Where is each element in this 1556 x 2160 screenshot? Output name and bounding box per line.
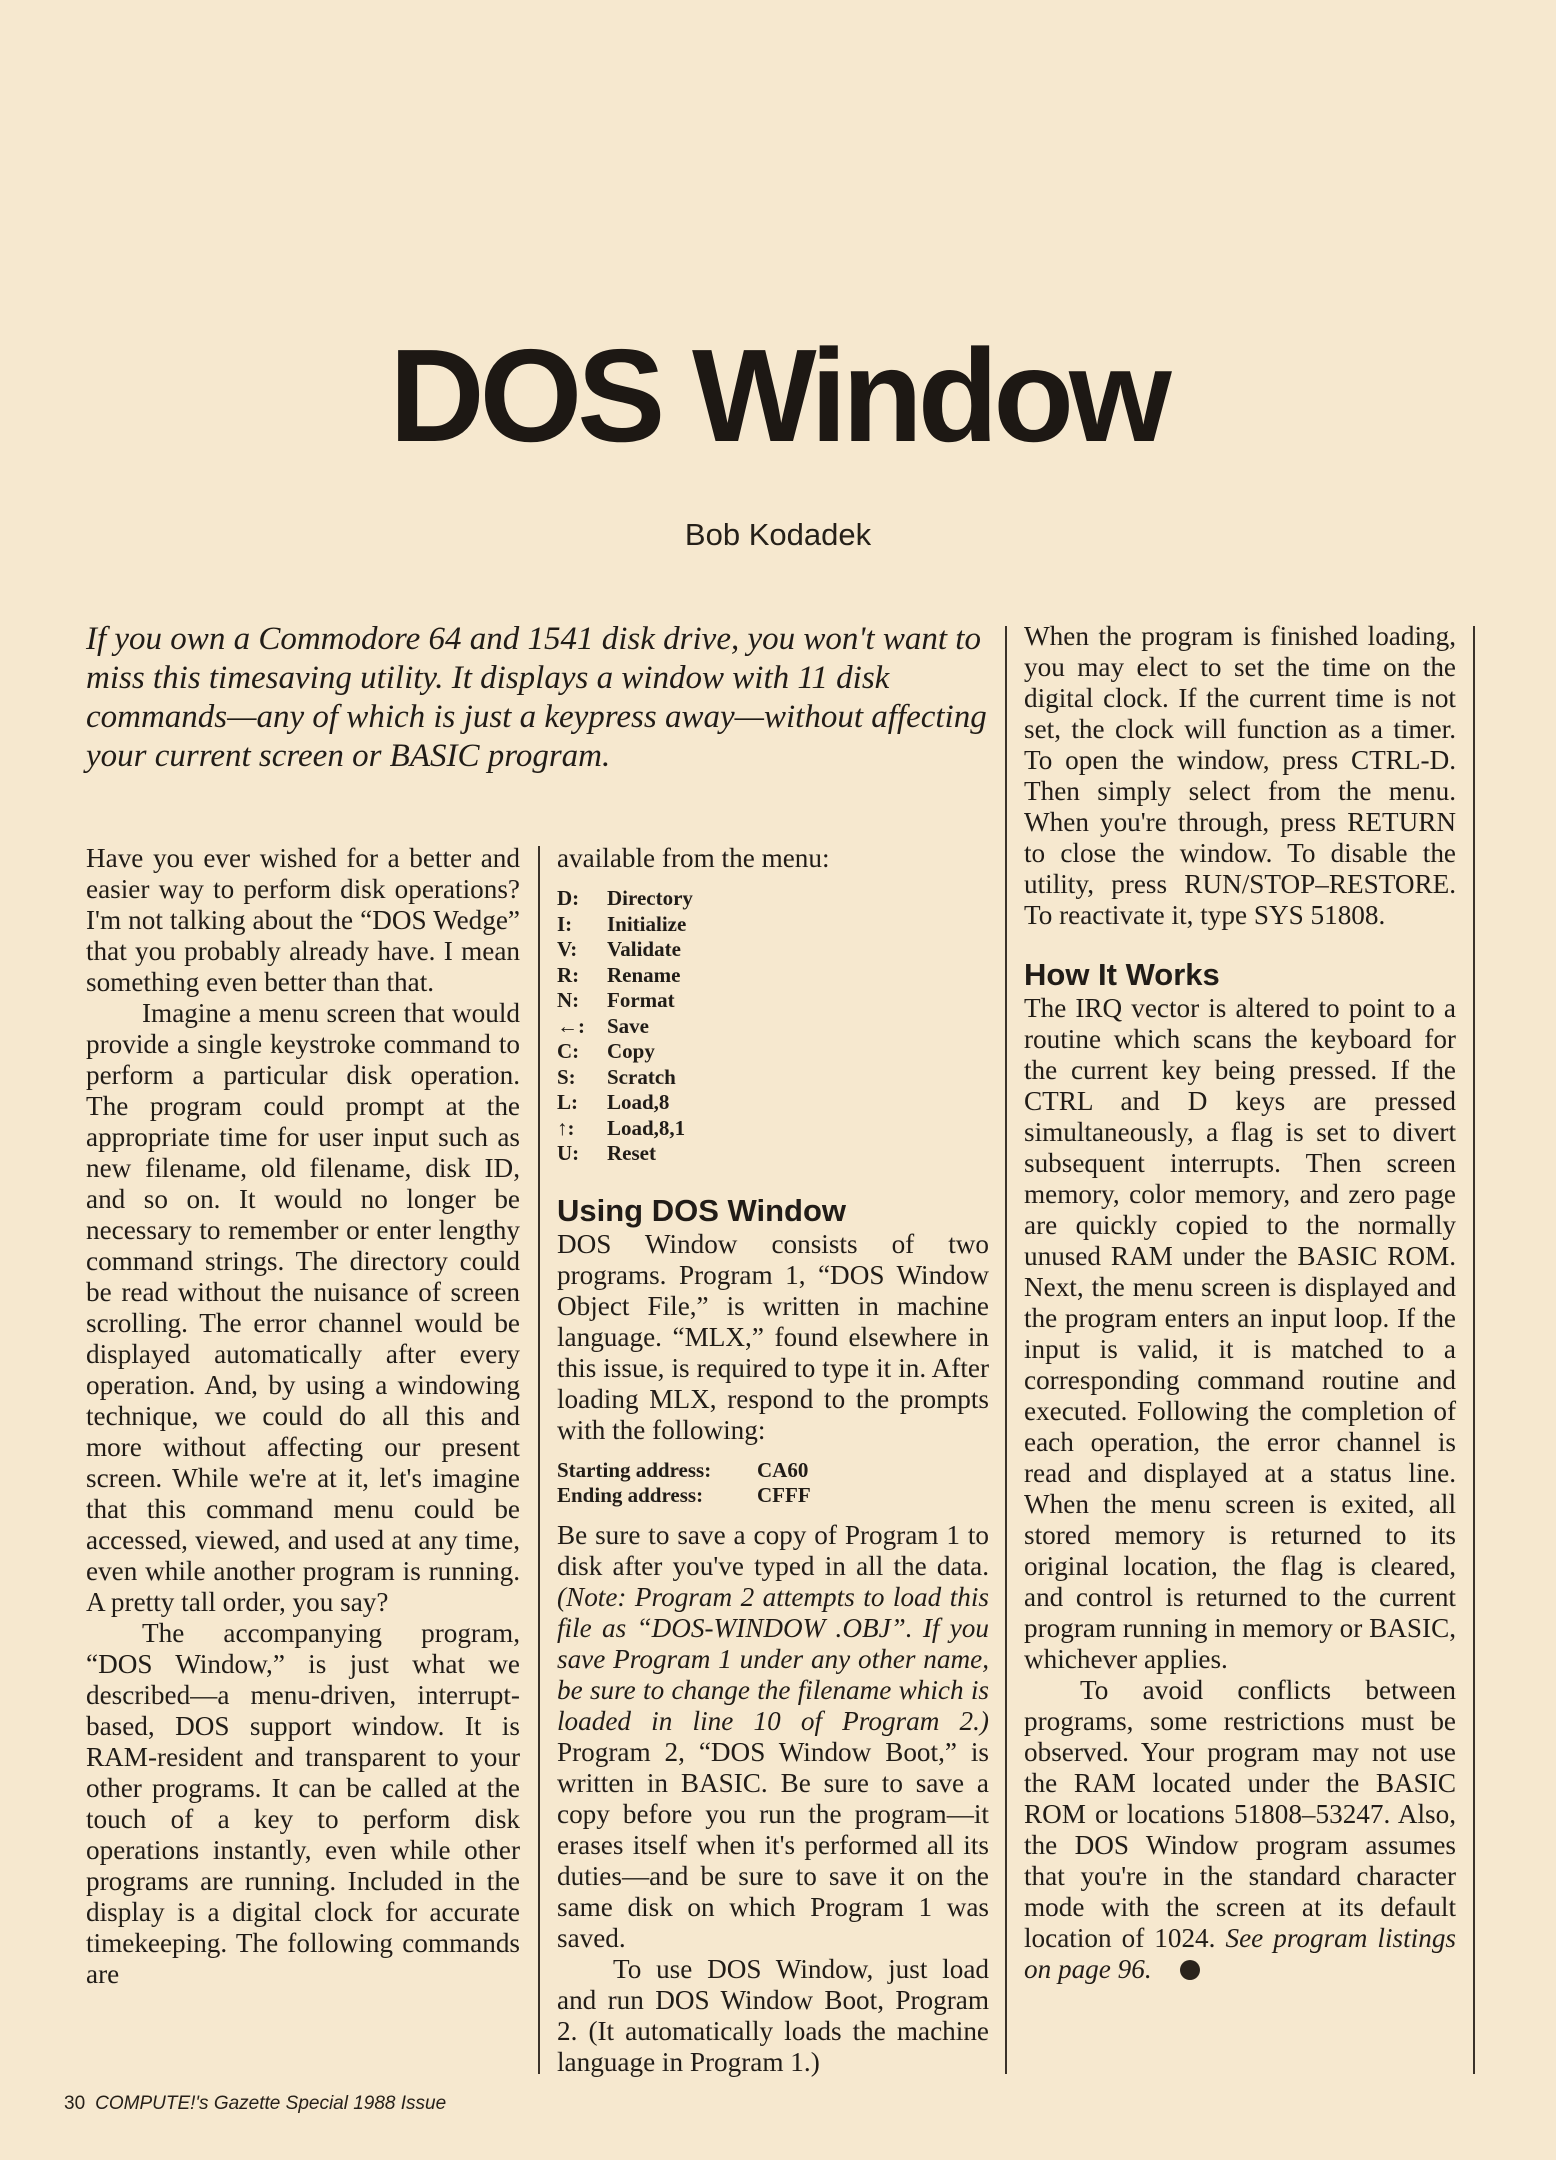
menu-label: Directory: [607, 886, 693, 910]
column-3: [1024, 621, 1456, 1985]
column-rule-3: [1473, 626, 1475, 2074]
menu-label: Validate: [607, 937, 681, 961]
end-mark-icon: [1180, 1960, 1200, 1980]
paragraph: To use DOS Window, just load and run DOS Window Boot, Program 2. (It automatically loads the machine language in Program 1.): [557, 1953, 989, 2077]
paragraph: When the program is finished loading, you may elect to set the time on the digital clock. If the current time is not set, the clock will function as a timer. To open the window, press CTRL-D. Then simply select from the menu. When you're through, press RETURN to close the window. To disable the utility, press RUN/STOP–RESTORE. To reactivate it, type SYS 51808.: [1024, 621, 1456, 930]
column-2: [557, 843, 989, 2078]
menu-key: V:: [557, 937, 578, 961]
menu-item: [557, 912, 989, 938]
menu-item: [557, 1141, 989, 1167]
address-row: [557, 1458, 989, 1483]
menu-key: ↑:: [557, 1115, 575, 1140]
paragraph-text: To avoid conflicts between programs, some restrictions must be observed. Your program may not use the RAM located under the BASIC ROM or locations 51808–53247. Also, the DOS Window program assumes that you're in the standard character mode with the screen at its default location of 1024.: [1024, 1675, 1456, 1953]
menu-key: I:: [557, 911, 573, 936]
menu-key: ←:: [557, 1013, 585, 1038]
section-heading: How It Works: [1024, 957, 1220, 992]
menu-item: [557, 1065, 989, 1091]
address-label: Ending address:: [557, 1482, 704, 1507]
column-rule-1: [538, 846, 540, 2074]
address-value: CA60: [757, 1457, 809, 1482]
paragraph: The IRQ vector is altered to point to a routine which scans the keyboard for the current key being pressed. If the CTRL and D keys are pressed simultaneously, a flag is set to divert subsequent interrupts. Then screen memory, color memory, and zero page are quickly copied to the normally unused RAM under the BASIC ROM. Next, the menu screen is displayed and the program enters an input loop. If the input is valid, it is matched to a corresponding command routine and executed. Following the completion of each operation, the error channel is read and displayed at a status line. When the menu screen is exited, all stored memory is returned to its original location, the flag is cleared, and control is returned to the current program running in memory or BASIC, whichever applies.: [1024, 993, 1456, 1674]
command-menu-list: [557, 886, 989, 1167]
menu-label: Rename: [607, 962, 681, 987]
article-deck: [86, 620, 996, 776]
menu-item: [557, 1090, 989, 1116]
section-heading: Using DOS Window: [557, 1192, 847, 1228]
menu-label: Reset: [607, 1141, 656, 1165]
menu-key: N:: [557, 988, 580, 1012]
menu-label: Scratch: [607, 1064, 676, 1089]
page-number: 30: [64, 2093, 86, 2114]
menu-key: L:: [557, 1090, 578, 1114]
address-label: Starting address:: [557, 1457, 712, 1482]
paragraph: DOS Window consists of two programs. Program 1, “DOS Window Object File,” is written in machine language. “MLX,” found elsewhere in this issue, is required to type it in. After loading MLX, respond to the prompts with the following:: [557, 1228, 989, 1445]
menu-key: D:: [557, 886, 580, 910]
page-footer: [64, 2093, 446, 2115]
menu-label: Initialize: [607, 911, 687, 936]
menu-item: [557, 988, 989, 1014]
deck-text: If you own a Commodore 64 and 1541 disk drive, you won't want to miss this timesaving utility. It displays a window with 11 disk commands—any of which is just a keypress away—without affecting your current screen or BASIC program.: [86, 621, 987, 774]
menu-key: S:: [557, 1064, 576, 1089]
address-value: CFFF: [757, 1482, 811, 1507]
article-title: DOS Window: [389, 322, 1167, 469]
listing-reference: See program listings on page 96.: [1024, 1923, 1456, 1984]
menu-label: Save: [607, 1013, 649, 1038]
menu-key: U:: [557, 1141, 580, 1165]
menu-key: C:: [557, 1039, 580, 1063]
paragraph: Imagine a menu screen that would provide a single keystroke command to perform a particular disk operation. The program could prompt at the appropriate time for user input such as new filename, old filename, disk ID, and so on. It would no longer be necessary to remember or enter lengthy command strings. The directory could be read without the nuisance of screen scrolling. The error channel would be displayed automatically after every operation. And, by using a windowing technique, we could do all this and more without affecting our present screen. While we're at it, let's imagine that this command menu could be accessed, viewed, and used at any time, even while another program is running. A pretty tall order, you say?: [86, 998, 520, 1617]
menu-label: Copy: [607, 1039, 655, 1063]
menu-item: [557, 1039, 989, 1065]
menu-label: Load,8: [607, 1090, 670, 1114]
menu-label: Format: [607, 988, 675, 1012]
menu-item: [557, 1014, 989, 1040]
paragraph: The accompanying program, “DOS Window,” is just what we described—a menu-driven, interrupt-based, DOS support window. It is RAM-resident and transparent to your other programs. It can be called at the touch of a key to perform disk operations instantly, even while other programs are running. Included in the display is a digital clock for accurate timekeeping. The following commands are: [86, 1618, 520, 1989]
menu-label: Load,8,1: [607, 1115, 686, 1140]
address-block: [557, 1458, 989, 1508]
menu-item: [557, 937, 989, 963]
menu-item: [557, 963, 989, 989]
menu-key: R:: [557, 962, 580, 987]
column-1: [86, 843, 520, 1990]
menu-item: [557, 886, 989, 912]
author-byline: Bob Kodadek: [684, 517, 872, 552]
menu-item: [557, 1116, 989, 1142]
column-rule-2: [1005, 626, 1007, 2074]
address-row: [557, 1483, 989, 1508]
paragraph: Have you ever wished for a better and easier way to perform disk operations? I'm not talking about the “DOS Wedge” that you probably already have. I mean something even better than that.: [86, 843, 520, 997]
paragraph-text: Program 2, “DOS Window Boot,” is written in BASIC. Be sure to save a copy before you run the program—it erases itself when it's performed all its duties—and be sure to save it on the same disk on which Program 1 was saved.: [557, 1736, 989, 1953]
publication-name: COMPUTE!'s Gazette Special 1988 Issue: [95, 2093, 447, 2114]
paragraph: [557, 1520, 989, 1954]
paragraph: available from the menu:: [557, 843, 830, 873]
paragraph: [1024, 1675, 1456, 1985]
paragraph-text: Be sure to save a copy of Program 1 to disk after you've typed in all the data.: [557, 1519, 989, 1581]
editor-note: (Note: Program 2 attempts to load this file as “DOS-WINDOW .OBJ”. If you save Program 1 under any other name, be sure to change the filename which is loaded in line 10 of Program 2.): [557, 1581, 989, 1736]
